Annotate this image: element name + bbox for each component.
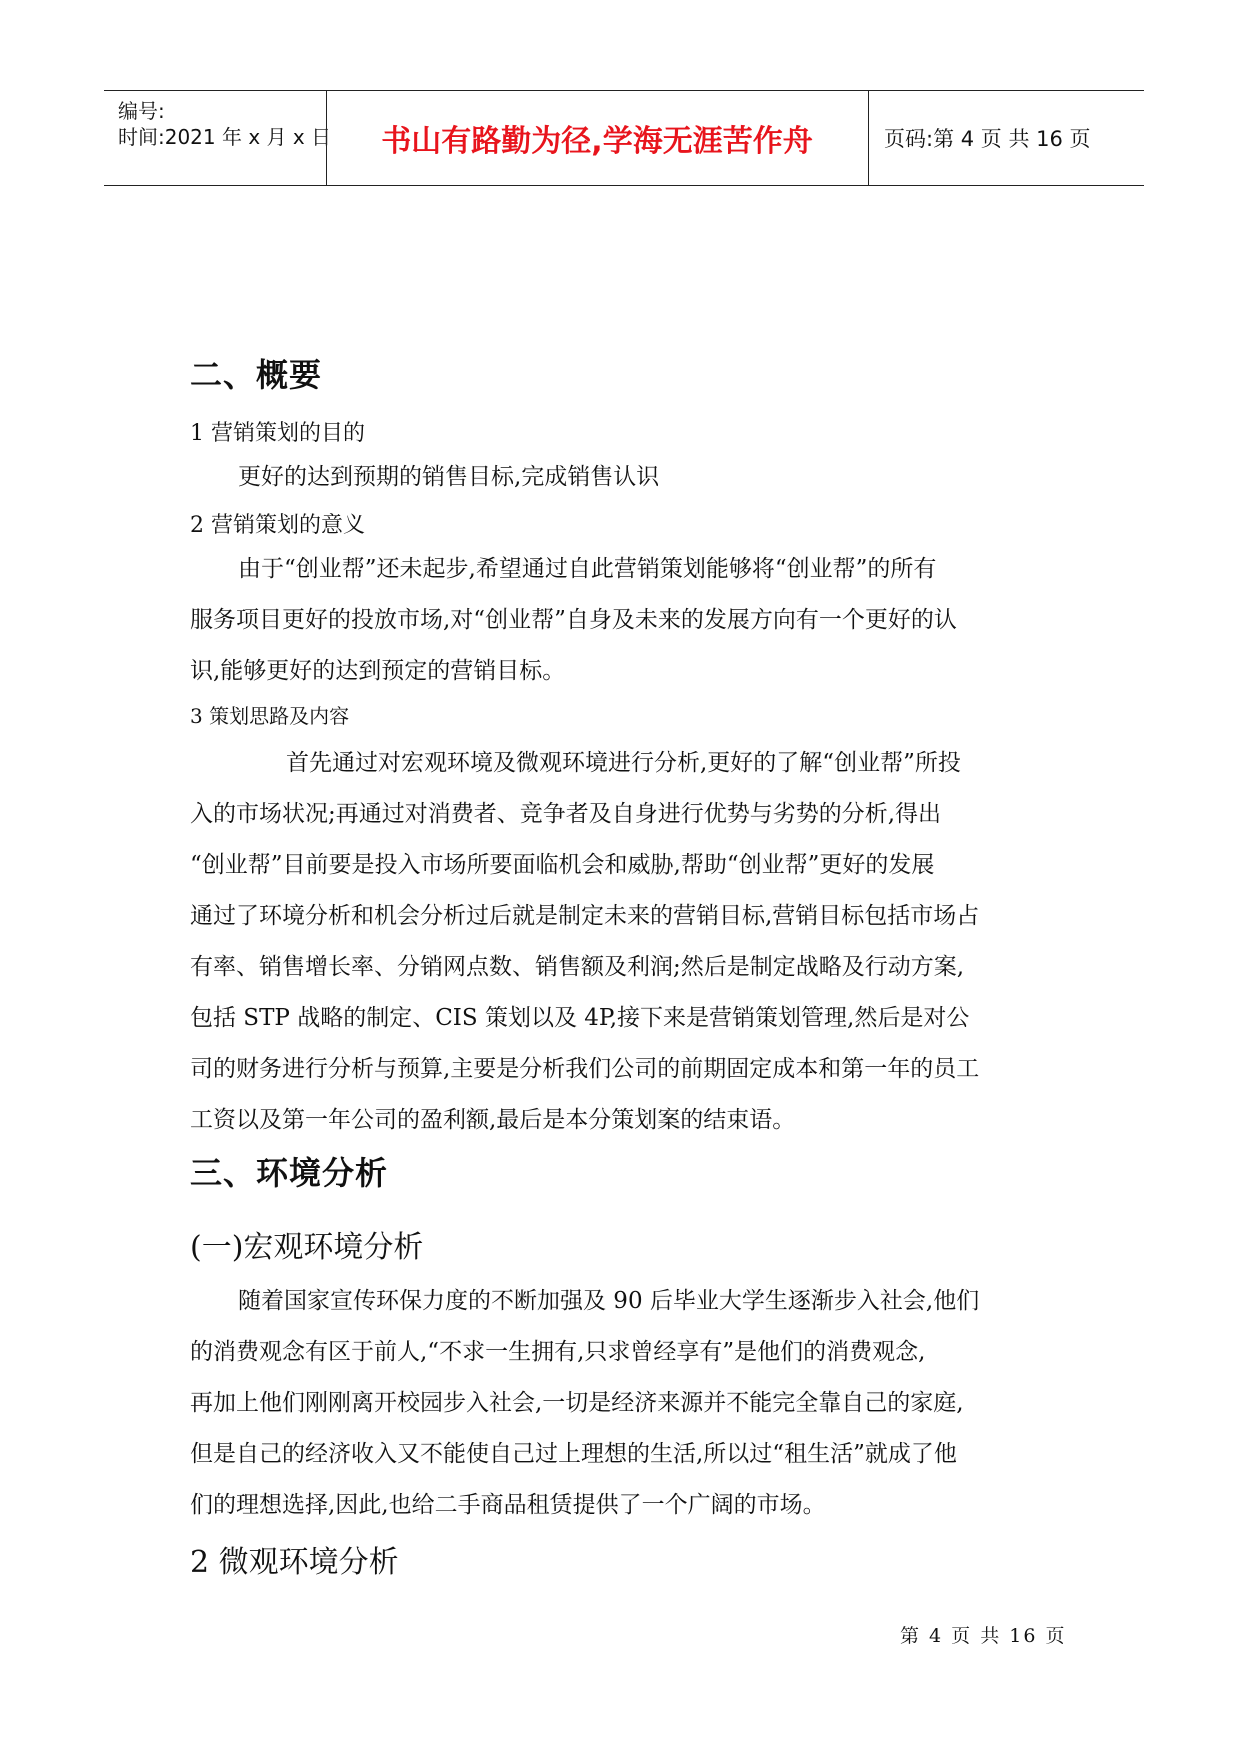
- time-label: 时间:2021 年 x 月 x 日: [118, 125, 332, 149]
- subsection-heading: 3 策划思路及内容: [190, 704, 350, 728]
- number-label: 编号:: [118, 99, 165, 123]
- header-motto: 书山有路勤为径,学海无涯苦作舟: [381, 124, 813, 159]
- subsection-heading: 1 营销策划的目的: [190, 421, 365, 446]
- paragraph-line: 工资以及第一年公司的盈利额,最后是本分策划案的结束语。: [190, 1107, 796, 1133]
- paragraph-line: 但是自己的经济收入又不能使自己过上理想的生活,所以过“租生活”就成了他: [190, 1441, 957, 1467]
- page-header: [104, 90, 1144, 186]
- paragraph-line: 入的市场状况;再通过对消费者、竞争者及自身进行优势与劣势的分析,得出: [190, 801, 942, 827]
- section-title-overview: 二、概要: [190, 356, 323, 394]
- subsection-heading: (一)宏观环境分析: [190, 1230, 424, 1265]
- paragraph-line: 再加上他们刚刚离开校园步入社会,一切是经济来源并不能完全靠自己的家庭,: [190, 1390, 964, 1416]
- paragraph-line: 有率、销售增长率、分销网点数、销售额及利润;然后是制定战略及行动方案,: [190, 954, 965, 980]
- paragraph-line: 识,能够更好的达到预定的营销目标。: [190, 658, 566, 684]
- subsection-heading: 2 营销策划的意义: [190, 513, 365, 538]
- paragraph: [190, 544, 1070, 697]
- paragraph-line: “创业帮”目前要是投入市场所要面临机会和威胁,帮助“创业帮”更好的发展: [190, 852, 935, 878]
- page-footer: 第 4 页 共 16 页: [900, 1625, 1067, 1647]
- paragraph-line: 司的财务进行分析与预算,主要是分析我们公司的前期固定成本和第一年的员工: [190, 1056, 980, 1082]
- paragraph-line: 服务项目更好的投放市场,对“创业帮”自身及未来的发展方向有一个更好的认: [190, 607, 957, 633]
- paragraph: [190, 738, 1070, 1146]
- section-title-environment: 三、环境分析: [190, 1154, 389, 1192]
- paragraph-line: 们的理想选择,因此,也给二手商品租赁提供了一个广阔的市场。: [190, 1492, 826, 1518]
- paragraph-line: 随着国家宣传环保力度的不断加强及 90 后毕业大学生逐渐步入社会,他们: [238, 1288, 980, 1314]
- paragraph-line: 由于“创业帮”还未起步,希望通过自此营销策划能够将“创业帮”的所有: [238, 556, 937, 582]
- paragraph: [190, 1276, 1070, 1531]
- paragraph-line: 更好的达到预期的销售目标,完成销售认识: [238, 464, 660, 490]
- header-page-code: 页码:第 4 页 共 16 页: [884, 127, 1091, 151]
- paragraph-line: 包括 STP 战略的制定、CIS 策划以及 4P,接下来是营销策划管理,然后是对公: [190, 1005, 970, 1031]
- subsection-heading: 2 微观环境分析: [190, 1545, 399, 1580]
- paragraph-line: 通过了环境分析和机会分析过后就是制定未来的营销目标,营销目标包括市场占: [190, 903, 980, 929]
- paragraph-line: 的消费观念有区于前人,“不求一生拥有,只求曾经享有”是他们的消费观念,: [190, 1339, 926, 1365]
- paragraph: [238, 452, 1070, 503]
- paragraph-line: 首先通过对宏观环境及微观环境进行分析,更好的了解“创业帮”所投: [286, 750, 961, 776]
